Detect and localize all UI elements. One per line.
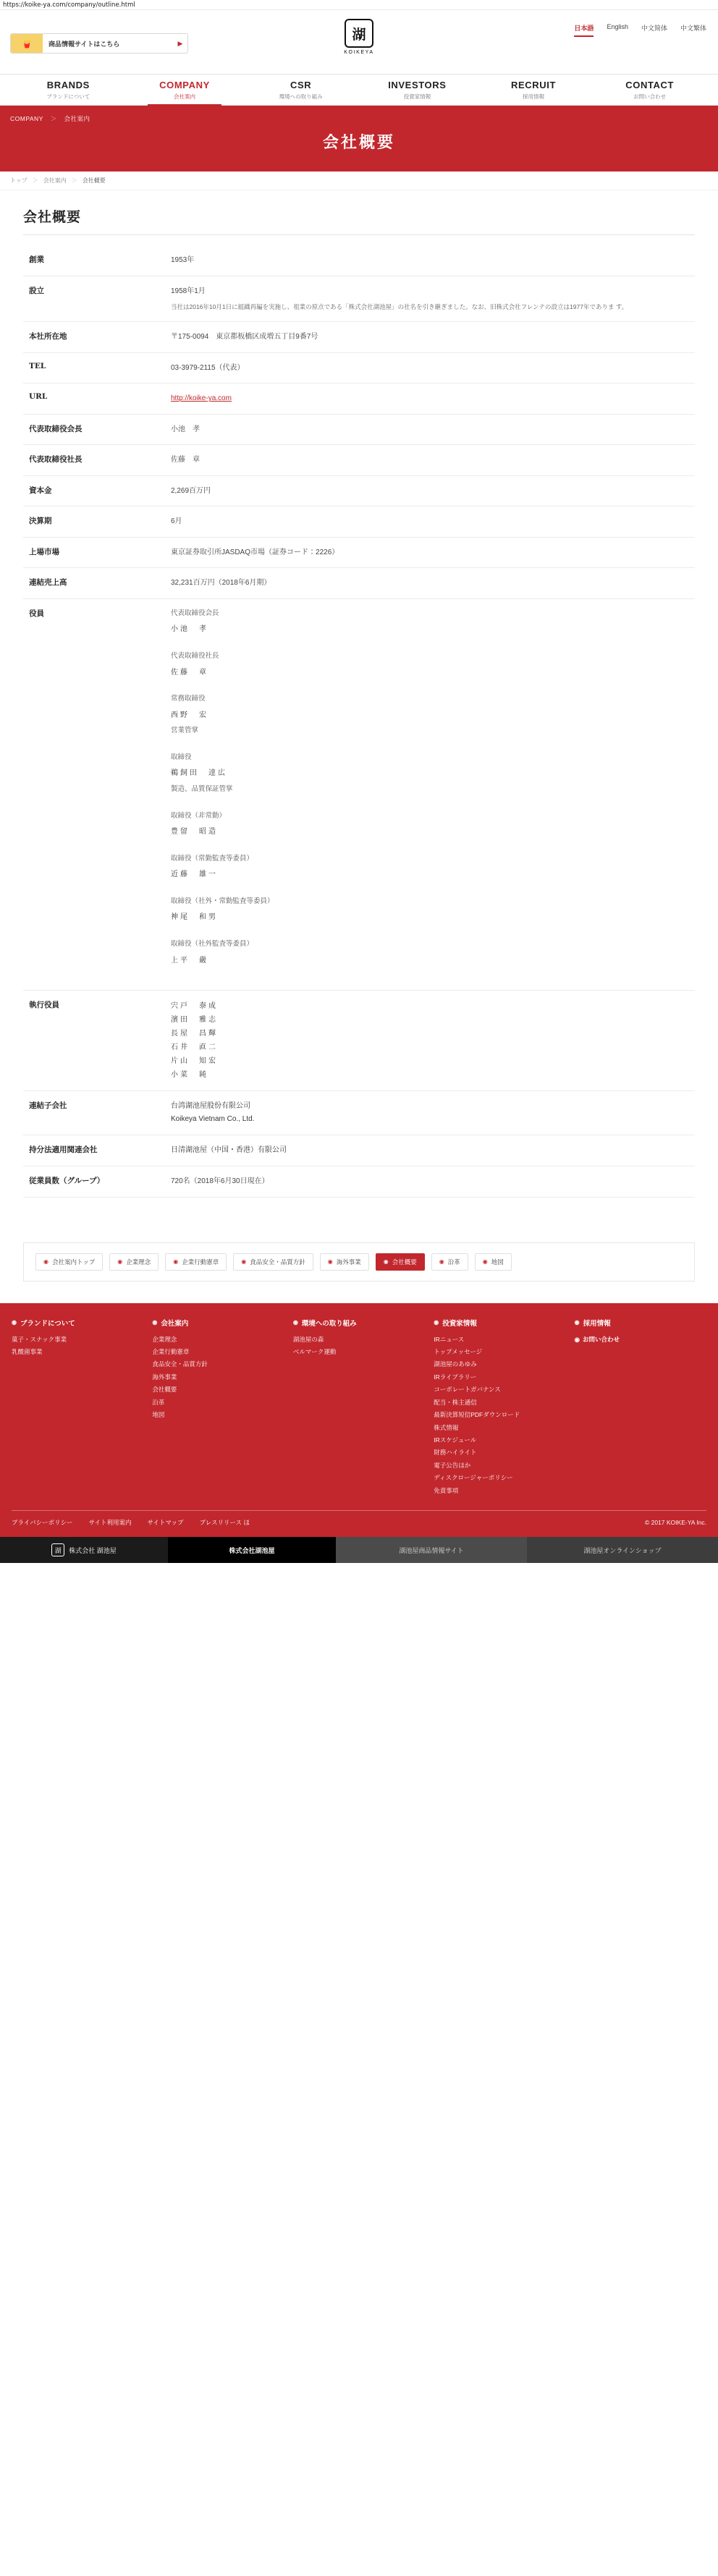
footer-columns [12,1318,706,1497]
officer-name: 小池 孝 [171,625,208,634]
hero-crumb-sep: ＞ [50,115,57,122]
footer-link[interactable]: 電子公告ほか [434,1461,471,1469]
footer-link[interactable]: 海外事業 [152,1373,177,1381]
officer-name: 上平 嚴 [171,956,208,965]
bullet-icon: ◉ [327,1258,333,1266]
footer-link[interactable]: ベルマーク運動 [292,1347,337,1355]
subsidiaries-cell [168,1091,695,1135]
nav-csr-ja: 環境への取り組み [279,93,323,100]
nav-item-recruit[interactable] [476,75,592,105]
sticky-tab-corporate[interactable]: 株式会社湖池屋 [168,1537,336,1563]
officers-cell [168,598,695,990]
localnav-outline[interactable] [376,1253,425,1271]
footer-press-link[interactable]: プレスリリース ほ [199,1519,250,1527]
row-value: 32,231百万円（2018年6月期） [171,579,271,588]
footer-link-list [293,1334,425,1359]
row-label: 設立 [29,286,44,295]
table-row [23,475,695,507]
localnav-label: 地図 [491,1258,504,1266]
bullet-icon: ◉ [152,1319,158,1326]
snack-bag-icon: 🍟 [11,34,43,53]
table-row [23,414,695,445]
site-header [0,10,718,74]
sticky-tab-shop[interactable]: 湖池屋オンラインショップ [527,1537,718,1563]
nav-contact-ja: お問い合わせ [633,93,667,100]
table-row-officers [23,598,695,990]
officer-name: 西野 宏 [171,711,208,719]
footer-link[interactable]: 会社概要 [152,1386,177,1394]
breadcrumb [0,171,718,190]
breadcrumb-home[interactable]: トップ [10,177,28,184]
breadcrumb-company[interactable]: 会社案内 [43,177,67,184]
footer-col-title[interactable]: ◉ ブランドについて [12,1319,75,1328]
table-row [23,322,695,353]
footer-link[interactable]: 企業行動憲章 [152,1347,190,1355]
localnav-company-top[interactable] [35,1253,103,1271]
footer-col-title[interactable]: ◉ 環境への取り組み [292,1319,357,1328]
table-row-equity [23,1135,695,1166]
row-label: 持分法適用関連会社 [29,1145,98,1155]
row-value: 東京証券取引所JASDAQ市場（証券コード：2226） [171,548,339,556]
officer-role: 代表取締役社長 [171,651,219,660]
bullet-icon: ◉ [434,1319,439,1326]
hero-breadcrumb [0,114,718,123]
bullet-icon: ◉ [173,1258,179,1266]
officer-role: 取締役（社外・常勤監査等委員） [171,897,274,905]
row-label: 創業 [29,255,44,264]
table-row [23,276,695,322]
lang-en[interactable]: English [607,23,628,30]
officer-name: 近藤 雄一 [171,870,218,879]
chevron-right-icon: ▶ [177,39,183,47]
executive-name: 小菜 純 [171,1071,208,1080]
footer-col-title[interactable]: ◉ 会社案内 [152,1319,189,1328]
footer-utility-links [12,1518,250,1527]
executive-name: 宍戸 泰成 [171,1002,218,1011]
global-nav [0,74,718,106]
logo-mark: 湖 [345,19,373,48]
officer-role: 代表取締役会長 [171,609,219,617]
table-row [23,245,695,276]
officer-entry [171,693,692,737]
footer-link-contact[interactable]: ◉ お問い合わせ [574,1335,620,1343]
subsidiary-name: Koikeya Vietnam Co., Ltd. [171,1115,255,1124]
site-logo[interactable] [336,19,382,55]
footer-link[interactable]: 配当・株主通信 [434,1398,477,1406]
table-row-executives [23,991,695,1091]
footer-link[interactable]: コーポレートガバナンス [434,1386,501,1394]
table-row [23,384,695,415]
equity-list [171,1144,692,1157]
footer-link[interactable]: 湖池屋のあゆみ [434,1360,477,1368]
bullet-icon: ◉ [482,1258,488,1266]
product-site-banner-label: 商品情報サイトはこちら [48,40,120,48]
officer-name: 豊留 昭造 [171,828,218,836]
localnav-map[interactable] [475,1253,512,1271]
officer-role: 取締役 [171,753,192,761]
table-row [23,507,695,538]
table-row [23,537,695,568]
executive-name: 濱田 雅志 [171,1016,218,1025]
footer-col-investors [434,1318,565,1497]
footer-link[interactable]: IRスケジュール [434,1436,477,1444]
footer-link-list [12,1334,143,1359]
row-value: 〒175-0094 東京都板橋区成増五丁目9番7号 [171,333,318,342]
row-label: 本社所在地 [29,332,67,342]
executives-cell [168,991,695,1091]
footer-link[interactable]: 乳酸菌事業 [12,1347,43,1355]
officer-entry [171,752,692,796]
row-label: 連結売上高 [29,578,67,588]
footer-link[interactable]: 地図 [152,1411,165,1419]
footer-link[interactable]: 菓子・スナック事業 [12,1335,67,1343]
footer-col-company [152,1318,284,1497]
nav-investors-ja: 投資家情報 [403,93,431,100]
nav-item-company[interactable] [127,75,243,105]
sticky-bottom-bar [0,1537,718,1563]
local-nav [23,1242,695,1281]
nav-company-en: COMPANY [159,79,210,90]
bullet-icon: ◉ [241,1258,247,1266]
row-value-note: 当社は2016年10月1日に組織再編を実施し、祖業の原点である「株式会社湖池屋」の社名を引き継ぎました。なお、旧株式会社フレンテの設立は1977年でありま す。 [171,303,628,310]
localnav-label: 企業理念 [126,1258,151,1266]
nav-brands-ja: ブランドについて [46,93,90,100]
nav-company-ja: 会社案内 [174,93,195,100]
bullet-icon: ◉ [574,1319,580,1326]
footer-link-list [575,1334,706,1346]
row-value-main: 1958年1月 [171,287,206,295]
bullet-icon: ◉ [574,1335,580,1343]
footer-link-list [434,1334,565,1497]
officer-role: 取締役（社外監査等委員） [171,939,254,948]
officer-role: 取締役（常勤監査等委員） [171,854,254,863]
localnav-label: 食品安全・品質方針 [250,1258,305,1266]
footer-bottom [12,1510,706,1527]
localnav-overseas[interactable] [320,1253,369,1271]
row-label: TEL [29,361,46,370]
footer-link-list [152,1334,284,1422]
bullet-icon: ◉ [383,1258,389,1266]
footer-copyright: © 2017 KOIKE-YA Inc. [644,1519,706,1527]
row-label: 連結子会社 [29,1101,67,1111]
footer-link[interactable]: 免責事項 [434,1486,459,1494]
nav-item-contact[interactable] [591,75,708,105]
executive-name: 石井 直二 [171,1043,218,1052]
sticky-brand-label: 株式会社 湖池屋 [69,1546,117,1554]
row-label: URL [29,392,48,402]
officer-duty: 製造、品質保証管掌 [171,784,233,793]
officer-entry [171,810,692,839]
bullet-icon: ◉ [43,1258,48,1266]
equity-cell [168,1135,695,1166]
bullet-icon: ◉ [117,1258,123,1266]
bullet-icon: ◉ [292,1319,298,1326]
table-row [23,445,695,476]
executive-name: 長屋 昌輝 [171,1030,218,1038]
row-value: 1953年 [171,256,195,264]
officer-entry [171,939,692,967]
table-row [23,352,695,384]
row-label: 資本金 [29,486,52,495]
localnav-history[interactable] [431,1253,468,1271]
localnav-label: 沿革 [447,1258,460,1266]
footer-link[interactable]: 財務ハイライト [434,1449,477,1457]
nav-contact-en: CONTACT [625,79,675,90]
page-title: 会社概要 [23,206,695,235]
row-label: 上場市場 [29,547,59,556]
row-value: 佐藤 章 [171,456,200,465]
nav-item-brands[interactable] [10,75,127,105]
breadcrumb-sep-2: ＞ [71,177,77,184]
nav-item-investors[interactable] [359,75,476,105]
table-row [23,568,695,599]
footer-col-brands [12,1318,143,1497]
footer-link[interactable]: IRライブラリー [434,1373,477,1381]
officer-role: 常務取締役 [171,695,206,703]
nav-recruit-en: RECRUIT [511,79,557,90]
logo-wordmark: KOIKEYA [344,50,374,55]
bullet-icon: ◉ [12,1319,17,1326]
officer-entry [171,608,692,636]
nav-investors-en: INVESTORS [388,79,447,90]
officer-role: 取締役（非常勤） [171,811,227,820]
lang-zh-hant[interactable]: 中文繁体 [680,25,706,32]
footer-col-recruit [575,1318,706,1497]
officer-name: 鵜飼田 達広 [171,769,227,778]
footer-link[interactable]: ディスクロージャーポリシー [434,1474,513,1482]
subsidiary-name: 台湾湖池屋股份有限公司 [171,1102,250,1111]
subsidiary-list [171,1100,692,1126]
footer-link[interactable]: IRニュース [434,1335,465,1343]
row-value: 720名（2018年6月30日現在） [171,1177,269,1186]
row-value: 6月 [171,517,182,526]
page-hero [0,106,718,171]
localnav-quality[interactable] [233,1253,313,1271]
table-row-employees [23,1166,695,1198]
footer-privacy-link[interactable]: プライバシーポリシー [12,1519,73,1527]
footer-col-title[interactable]: ◉ 投資家情報 [434,1319,477,1328]
hero-crumb-company-ja[interactable]: 会社案内 [64,115,90,122]
footer-link[interactable]: 株式情報 [434,1423,459,1431]
footer-link[interactable]: 湖池屋の森 [292,1335,324,1343]
breadcrumb-sep-1: ＞ [32,177,38,184]
officer-entry [171,853,692,881]
officer-entry [171,896,692,924]
equity-name: 日清湖池屋（中国・香港）有限公司 [171,1146,287,1155]
executive-list [171,999,692,1082]
footer-terms-link[interactable]: サイト利用案内 [88,1519,132,1527]
nav-recruit-ja: 採用情報 [523,93,545,100]
table-row-subsidiaries [23,1091,695,1135]
footer-link[interactable]: トップメッセージ [434,1347,483,1355]
company-profile-table [23,245,695,1198]
logo-mark-icon: 湖 [51,1543,64,1556]
bullet-icon: ◉ [439,1258,444,1266]
sticky-brand[interactable] [0,1537,168,1563]
officer-duty: 営業管掌 [171,726,199,735]
officer-entry [171,651,692,679]
localnav-philosophy[interactable] [109,1253,159,1271]
row-label: 代表取締役社長 [29,455,83,465]
row-value [168,276,695,322]
localnav-label: 海外事業 [336,1258,361,1266]
row-label: 執行役員 [29,1001,59,1010]
executive-name: 片山 知宏 [171,1057,218,1066]
nav-item-csr[interactable] [242,75,359,105]
row-label: 決算期 [29,517,52,526]
row-label: 従業員数（グループ） [29,1177,105,1186]
row-value [168,384,695,415]
hero-title: 会社概要 [322,133,395,151]
row-value: 2,269百万円 [171,486,211,495]
footer-link[interactable]: 沿革 [152,1398,165,1406]
footer-col-title[interactable]: ◉ 採用情報 [574,1319,611,1328]
footer-sitemap-link[interactable]: サイトマップ [147,1519,184,1527]
hero-crumb-company[interactable]: COMPANY [10,115,43,122]
row-value: 03-3979-2115（代表） [171,363,245,372]
sticky-tab-products[interactable]: 湖池屋商品情報サイト [336,1537,527,1563]
main-content [0,190,718,1226]
row-value: 小池 孝 [171,425,200,433]
site-footer [0,1303,718,1537]
localnav-label: 会社案内トップ [51,1258,96,1266]
officer-name: 佐藤 章 [171,668,208,677]
footer-link[interactable]: 食品安全・品質方針 [152,1360,208,1368]
lang-ja[interactable]: 日本語 [574,23,594,37]
row-label: 代表取締役会長 [29,424,83,433]
footer-link[interactable]: 企業理念 [152,1335,177,1343]
browser-url-bar[interactable]: https://koike-ya.com/company/outline.html [0,0,718,10]
nav-brands-en: BRANDS [46,79,90,90]
officer-name: 神尾 和男 [171,913,218,922]
breadcrumb-current: 会社概要 [82,177,106,184]
footer-col-csr [293,1318,425,1497]
language-switcher [574,23,706,37]
row-label: 役員 [29,609,44,618]
company-url-link[interactable]: http://koike-ya.com [171,394,232,403]
product-site-banner[interactable] [10,33,188,54]
nav-csr-en: CSR [290,79,312,90]
localnav-charter[interactable] [165,1253,227,1271]
lang-zh-hans[interactable]: 中文简体 [641,25,667,32]
localnav-label: 会社概要 [392,1258,417,1266]
localnav-label: 企業行動憲章 [182,1258,219,1266]
footer-link[interactable]: 最新決算短信PDFダウンロード [434,1411,520,1419]
